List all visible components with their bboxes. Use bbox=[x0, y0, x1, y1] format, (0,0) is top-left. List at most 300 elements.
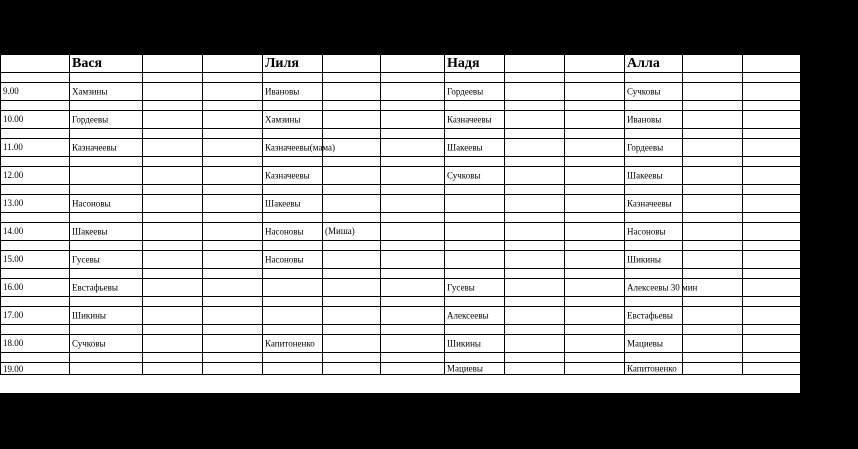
grid-cell bbox=[683, 83, 743, 101]
grid-cell bbox=[203, 251, 263, 269]
spacer-row bbox=[1, 101, 858, 111]
grid-cell bbox=[445, 213, 505, 223]
grid-cell bbox=[381, 129, 445, 139]
grid-cell bbox=[1, 269, 70, 279]
grid-cell bbox=[203, 185, 263, 195]
grid-cell bbox=[801, 129, 858, 139]
header-cell bbox=[1, 55, 70, 73]
family-cell-alla bbox=[625, 111, 683, 129]
grid-cell bbox=[381, 83, 445, 101]
grid-cell bbox=[323, 129, 381, 139]
family-cell-nadya bbox=[445, 167, 505, 185]
grid-cell bbox=[323, 297, 381, 307]
time-cell: 19.00 bbox=[1, 363, 70, 375]
family-cell-vasya bbox=[70, 139, 143, 157]
time-row bbox=[1, 363, 858, 375]
family-cell-lilya bbox=[263, 195, 323, 213]
grid-cell bbox=[505, 195, 565, 213]
grid-cell bbox=[143, 195, 203, 213]
grid-cell bbox=[203, 307, 263, 325]
family-name: Шикины bbox=[627, 254, 661, 264]
spacer-row bbox=[1, 325, 858, 335]
grid-cell bbox=[505, 111, 565, 129]
grid-cell bbox=[505, 363, 565, 375]
time-row bbox=[1, 279, 858, 297]
grid-cell bbox=[683, 101, 743, 111]
grid-cell bbox=[381, 139, 445, 157]
spacer-row bbox=[1, 297, 858, 307]
grid-cell bbox=[1, 297, 70, 307]
grid-cell bbox=[743, 213, 801, 223]
family-name: Сучковы bbox=[627, 86, 661, 96]
grid-cell bbox=[143, 101, 203, 111]
grid-cell bbox=[801, 101, 858, 111]
grid-cell bbox=[505, 101, 565, 111]
grid-cell bbox=[743, 83, 801, 101]
family-cell-nadya bbox=[445, 139, 505, 157]
grid-cell bbox=[203, 213, 263, 223]
grid-cell bbox=[565, 363, 625, 375]
schedule-sheet bbox=[0, 54, 850, 393]
grid-cell bbox=[683, 335, 743, 353]
header-cell bbox=[381, 55, 445, 73]
family-name: Шакеевы bbox=[265, 198, 301, 208]
family-cell-nadya bbox=[445, 307, 505, 325]
family-cell-alla bbox=[625, 251, 683, 269]
family-cell-vasya bbox=[70, 363, 143, 375]
grid-cell bbox=[203, 129, 263, 139]
grid-cell bbox=[801, 297, 858, 307]
family-cell-nadya bbox=[445, 83, 505, 101]
grid-cell bbox=[143, 213, 203, 223]
family-name: Шакеевы bbox=[72, 226, 108, 236]
grid-cell bbox=[263, 269, 323, 279]
spacer-row bbox=[1, 353, 858, 363]
grid-cell bbox=[445, 297, 505, 307]
family-name: Казначеевы(мама) bbox=[265, 142, 335, 152]
family-cell-larisa bbox=[801, 195, 858, 213]
family-cell-vasya bbox=[70, 83, 143, 101]
family-cell-larisa bbox=[801, 279, 858, 297]
grid-cell bbox=[625, 269, 683, 279]
family-name: Мациевы bbox=[447, 363, 483, 373]
note-cell bbox=[323, 307, 381, 325]
grid-cell bbox=[323, 213, 381, 223]
family-cell-larisa bbox=[801, 251, 858, 269]
family-cell-larisa bbox=[801, 83, 858, 101]
spacer-row bbox=[1, 269, 858, 279]
grid-cell bbox=[683, 353, 743, 363]
family-name: Казначеевы bbox=[72, 142, 117, 152]
grid-cell bbox=[203, 241, 263, 251]
grid-cell bbox=[143, 297, 203, 307]
grid-cell bbox=[143, 353, 203, 363]
grid-cell bbox=[323, 353, 381, 363]
family-cell-nadya bbox=[445, 363, 505, 375]
grid-cell bbox=[505, 73, 565, 83]
family-name: Насоновы bbox=[265, 226, 304, 236]
grid-cell bbox=[565, 139, 625, 157]
grid-cell bbox=[743, 185, 801, 195]
grid-cell bbox=[743, 241, 801, 251]
family-name: Казначеевы bbox=[447, 114, 492, 124]
grid-cell bbox=[505, 307, 565, 325]
family-name: Хамзины bbox=[72, 86, 108, 96]
family-name: Мациевы bbox=[803, 310, 839, 320]
grid-cell bbox=[683, 167, 743, 185]
family-cell-larisa bbox=[801, 111, 858, 129]
grid-cell bbox=[625, 101, 683, 111]
grid-cell bbox=[743, 167, 801, 185]
grid-cell bbox=[625, 297, 683, 307]
grid-cell bbox=[565, 307, 625, 325]
grid-cell bbox=[683, 139, 743, 157]
grid-cell bbox=[143, 129, 203, 139]
note-cell bbox=[323, 335, 381, 353]
header-cell-name: Лариса bbox=[801, 55, 858, 73]
grid-cell bbox=[70, 353, 143, 363]
spacer-row bbox=[1, 129, 858, 139]
grid-cell bbox=[143, 73, 203, 83]
grid-cell bbox=[381, 213, 445, 223]
grid-cell bbox=[801, 241, 858, 251]
grid-cell bbox=[505, 185, 565, 195]
spacer-row bbox=[1, 241, 858, 251]
time-cell: 9.00 bbox=[1, 83, 70, 101]
grid-cell bbox=[445, 101, 505, 111]
family-name: Алексеевы bbox=[803, 338, 845, 348]
grid-cell bbox=[625, 241, 683, 251]
grid-cell bbox=[143, 251, 203, 269]
family-cell-larisa bbox=[801, 139, 858, 157]
family-name: Гусевы bbox=[447, 282, 475, 292]
family-name: Сучковы bbox=[447, 170, 481, 180]
grid-cell bbox=[743, 279, 801, 297]
family-name: Капитоненко bbox=[627, 363, 677, 373]
family-cell-vasya bbox=[70, 335, 143, 353]
family-name: Алексеевы 30 мин bbox=[627, 282, 698, 292]
family-cell-nadya bbox=[445, 279, 505, 297]
grid-cell bbox=[743, 297, 801, 307]
family-cell-alla bbox=[625, 83, 683, 101]
note-cell bbox=[323, 363, 381, 375]
note-cell bbox=[323, 279, 381, 297]
grid-cell bbox=[445, 325, 505, 335]
time-row bbox=[1, 83, 858, 101]
grid-cell bbox=[625, 129, 683, 139]
grid-cell bbox=[505, 269, 565, 279]
grid-cell bbox=[743, 363, 801, 375]
grid-cell bbox=[203, 167, 263, 185]
note-cell bbox=[323, 83, 381, 101]
grid-cell bbox=[143, 335, 203, 353]
header-cell bbox=[203, 55, 263, 73]
grid-cell bbox=[203, 195, 263, 213]
family-cell-lilya bbox=[263, 223, 323, 241]
grid-cell bbox=[743, 101, 801, 111]
grid-cell bbox=[743, 353, 801, 363]
grid-cell bbox=[683, 157, 743, 167]
grid-cell bbox=[565, 111, 625, 129]
note-cell bbox=[323, 111, 381, 129]
grid-cell bbox=[70, 269, 143, 279]
grid-cell bbox=[381, 73, 445, 83]
grid-cell bbox=[625, 73, 683, 83]
family-cell-larisa bbox=[801, 223, 858, 241]
grid-cell bbox=[565, 251, 625, 269]
family-cell-vasya bbox=[70, 111, 143, 129]
grid-cell bbox=[143, 185, 203, 195]
family-cell-vasya bbox=[70, 279, 143, 297]
grid-cell bbox=[565, 157, 625, 167]
family-name: Ивановы bbox=[803, 142, 838, 152]
family-cell-alla bbox=[625, 279, 698, 297]
grid-cell bbox=[143, 241, 203, 251]
note-cell: (Миша) bbox=[323, 223, 381, 241]
grid-cell bbox=[505, 157, 565, 167]
grid-cell bbox=[381, 251, 445, 269]
grid-cell bbox=[1, 241, 70, 251]
grid-cell bbox=[70, 129, 143, 139]
grid-cell bbox=[743, 139, 801, 157]
family-name: Гордеевы bbox=[447, 86, 484, 96]
grid-cell bbox=[445, 185, 505, 195]
grid-cell bbox=[505, 325, 565, 335]
grid-cell bbox=[743, 269, 801, 279]
grid-cell bbox=[1, 73, 70, 83]
grid-cell bbox=[743, 307, 801, 325]
grid-cell bbox=[203, 73, 263, 83]
grid-cell bbox=[70, 241, 143, 251]
grid-cell bbox=[263, 325, 323, 335]
family-name: Насоновы bbox=[265, 254, 304, 264]
grid-cell bbox=[683, 363, 743, 375]
grid-cell bbox=[743, 157, 801, 167]
family-name: Ивановы bbox=[627, 114, 662, 124]
grid-cell bbox=[143, 307, 203, 325]
grid-cell bbox=[143, 157, 203, 167]
grid-cell bbox=[505, 83, 565, 101]
header-cell-name: Алла bbox=[625, 55, 683, 73]
family-cell-lilya bbox=[263, 363, 323, 375]
header-cell-name: Лиля bbox=[263, 55, 323, 73]
time-row bbox=[1, 167, 858, 185]
grid-cell bbox=[143, 279, 203, 297]
time-row bbox=[1, 195, 858, 213]
family-cell-alla bbox=[625, 335, 683, 353]
grid-cell bbox=[70, 325, 143, 335]
family-cell-nadya bbox=[445, 335, 505, 353]
time-cell: 17.00 bbox=[1, 307, 70, 325]
grid-cell bbox=[263, 241, 323, 251]
grid-cell bbox=[565, 73, 625, 83]
grid-cell bbox=[203, 297, 263, 307]
grid-cell bbox=[445, 353, 505, 363]
grid-cell bbox=[263, 353, 323, 363]
grid-cell bbox=[565, 297, 625, 307]
grid-cell bbox=[323, 157, 381, 167]
grid-cell bbox=[203, 83, 263, 101]
note-cell bbox=[323, 251, 381, 269]
family-name: Гордеевы bbox=[627, 142, 664, 152]
header-cell-name: Надя bbox=[445, 55, 505, 73]
grid-cell bbox=[323, 241, 381, 251]
family-name: Сучковы bbox=[72, 338, 106, 348]
grid-cell bbox=[625, 157, 683, 167]
grid-cell bbox=[70, 297, 143, 307]
grid-cell bbox=[505, 213, 565, 223]
family-name: Казначеевы bbox=[803, 86, 848, 96]
grid-cell bbox=[505, 279, 565, 297]
family-name: Насоновы bbox=[627, 226, 666, 236]
family-cell-vasya bbox=[70, 167, 143, 185]
family-name: Алексеевы bbox=[447, 310, 489, 320]
time-row bbox=[1, 111, 858, 129]
family-name: Капитоненко bbox=[265, 338, 315, 348]
grid-cell bbox=[801, 325, 858, 335]
time-cell: 12.00 bbox=[1, 167, 70, 185]
family-cell-nadya bbox=[445, 251, 505, 269]
grid-cell bbox=[70, 101, 143, 111]
grid-cell bbox=[323, 325, 381, 335]
grid-cell bbox=[381, 279, 445, 297]
grid-cell bbox=[505, 335, 565, 353]
grid-cell bbox=[505, 353, 565, 363]
grid-cell bbox=[565, 279, 625, 297]
grid-cell bbox=[565, 167, 625, 185]
time-row bbox=[1, 139, 858, 157]
header-cell bbox=[683, 55, 743, 73]
spacer-row bbox=[1, 213, 858, 223]
time-cell: 18.00 bbox=[1, 335, 70, 353]
grid-cell bbox=[565, 83, 625, 101]
grid-cell bbox=[143, 325, 203, 335]
family-name: Мациевы bbox=[627, 338, 663, 348]
family-cell-nadya bbox=[445, 111, 505, 129]
family-cell-alla bbox=[625, 307, 683, 325]
time-cell: 14.00 bbox=[1, 223, 70, 241]
grid-cell bbox=[323, 269, 381, 279]
grid-cell bbox=[323, 185, 381, 195]
grid-cell bbox=[625, 325, 683, 335]
grid-cell bbox=[505, 129, 565, 139]
grid-cell bbox=[565, 241, 625, 251]
grid-cell bbox=[625, 353, 683, 363]
grid-cell bbox=[381, 241, 445, 251]
family-name: Насоновы bbox=[72, 198, 111, 208]
family-cell-lilya bbox=[263, 139, 335, 157]
grid-cell bbox=[381, 335, 445, 353]
grid-cell bbox=[505, 223, 565, 241]
header-cell-name: Вася bbox=[70, 55, 143, 73]
family-name: Евстафьевы bbox=[627, 310, 673, 320]
grid-cell bbox=[505, 139, 565, 157]
grid-cell bbox=[323, 101, 381, 111]
grid-cell bbox=[801, 73, 858, 83]
grid-cell bbox=[381, 363, 445, 375]
header-cell bbox=[505, 55, 565, 73]
grid-cell bbox=[381, 307, 445, 325]
grid-cell bbox=[381, 223, 445, 241]
family-cell-vasya bbox=[70, 223, 143, 241]
grid-cell bbox=[801, 185, 858, 195]
grid-cell bbox=[565, 129, 625, 139]
grid-cell bbox=[263, 297, 323, 307]
grid-cell bbox=[505, 297, 565, 307]
grid-cell bbox=[743, 111, 801, 129]
family-cell-alla bbox=[625, 223, 683, 241]
grid-cell bbox=[565, 353, 625, 363]
grid-cell bbox=[801, 269, 858, 279]
family-name: Шикины bbox=[72, 310, 106, 320]
family-name: Гусевы bbox=[803, 226, 831, 236]
time-cell: 10.00 bbox=[1, 111, 70, 129]
grid-cell bbox=[1, 353, 70, 363]
grid-cell bbox=[263, 129, 323, 139]
grid-cell bbox=[381, 325, 445, 335]
family-cell-larisa bbox=[801, 363, 858, 375]
family-cell-lilya bbox=[263, 111, 323, 129]
grid-cell bbox=[143, 139, 203, 157]
spacer-row bbox=[1, 73, 858, 83]
grid-cell bbox=[683, 269, 743, 279]
grid-cell bbox=[263, 157, 323, 167]
grid-cell bbox=[743, 195, 801, 213]
family-name: Гордеевы bbox=[72, 114, 109, 124]
grid-cell bbox=[1, 129, 70, 139]
header-row bbox=[1, 55, 858, 73]
grid-cell bbox=[70, 157, 143, 167]
note-cell bbox=[323, 167, 381, 185]
family-cell-vasya bbox=[70, 307, 143, 325]
family-cell-alla bbox=[625, 139, 683, 157]
grid-cell bbox=[505, 167, 565, 185]
grid-cell bbox=[1, 185, 70, 195]
family-name: Гордеевы bbox=[803, 170, 840, 180]
grid-cell bbox=[203, 111, 263, 129]
grid-cell bbox=[565, 335, 625, 353]
spacer-row bbox=[1, 157, 858, 167]
family-name: Казначеевы bbox=[265, 170, 310, 180]
grid-cell bbox=[743, 251, 801, 269]
family-cell-nadya bbox=[445, 223, 505, 241]
grid-cell bbox=[683, 111, 743, 129]
note-cell bbox=[323, 195, 381, 213]
grid-cell bbox=[683, 129, 743, 139]
header-cell bbox=[565, 55, 625, 73]
grid-cell bbox=[565, 269, 625, 279]
grid-cell bbox=[203, 223, 263, 241]
grid-cell bbox=[143, 111, 203, 129]
grid-cell bbox=[445, 73, 505, 83]
grid-cell bbox=[683, 195, 743, 213]
grid-cell bbox=[565, 213, 625, 223]
family-name: Евстафьевы bbox=[72, 282, 118, 292]
time-cell: 16.00 bbox=[1, 279, 70, 297]
family-cell-vasya bbox=[70, 195, 143, 213]
grid-cell bbox=[143, 223, 203, 241]
grid-cell bbox=[505, 251, 565, 269]
grid-cell bbox=[683, 307, 743, 325]
grid-cell bbox=[263, 185, 323, 195]
grid-cell bbox=[743, 335, 801, 353]
grid-cell bbox=[683, 185, 743, 195]
grid-cell bbox=[683, 223, 743, 241]
grid-cell bbox=[683, 251, 743, 269]
grid-cell bbox=[70, 213, 143, 223]
grid-cell bbox=[203, 363, 263, 375]
grid-cell bbox=[743, 73, 801, 83]
